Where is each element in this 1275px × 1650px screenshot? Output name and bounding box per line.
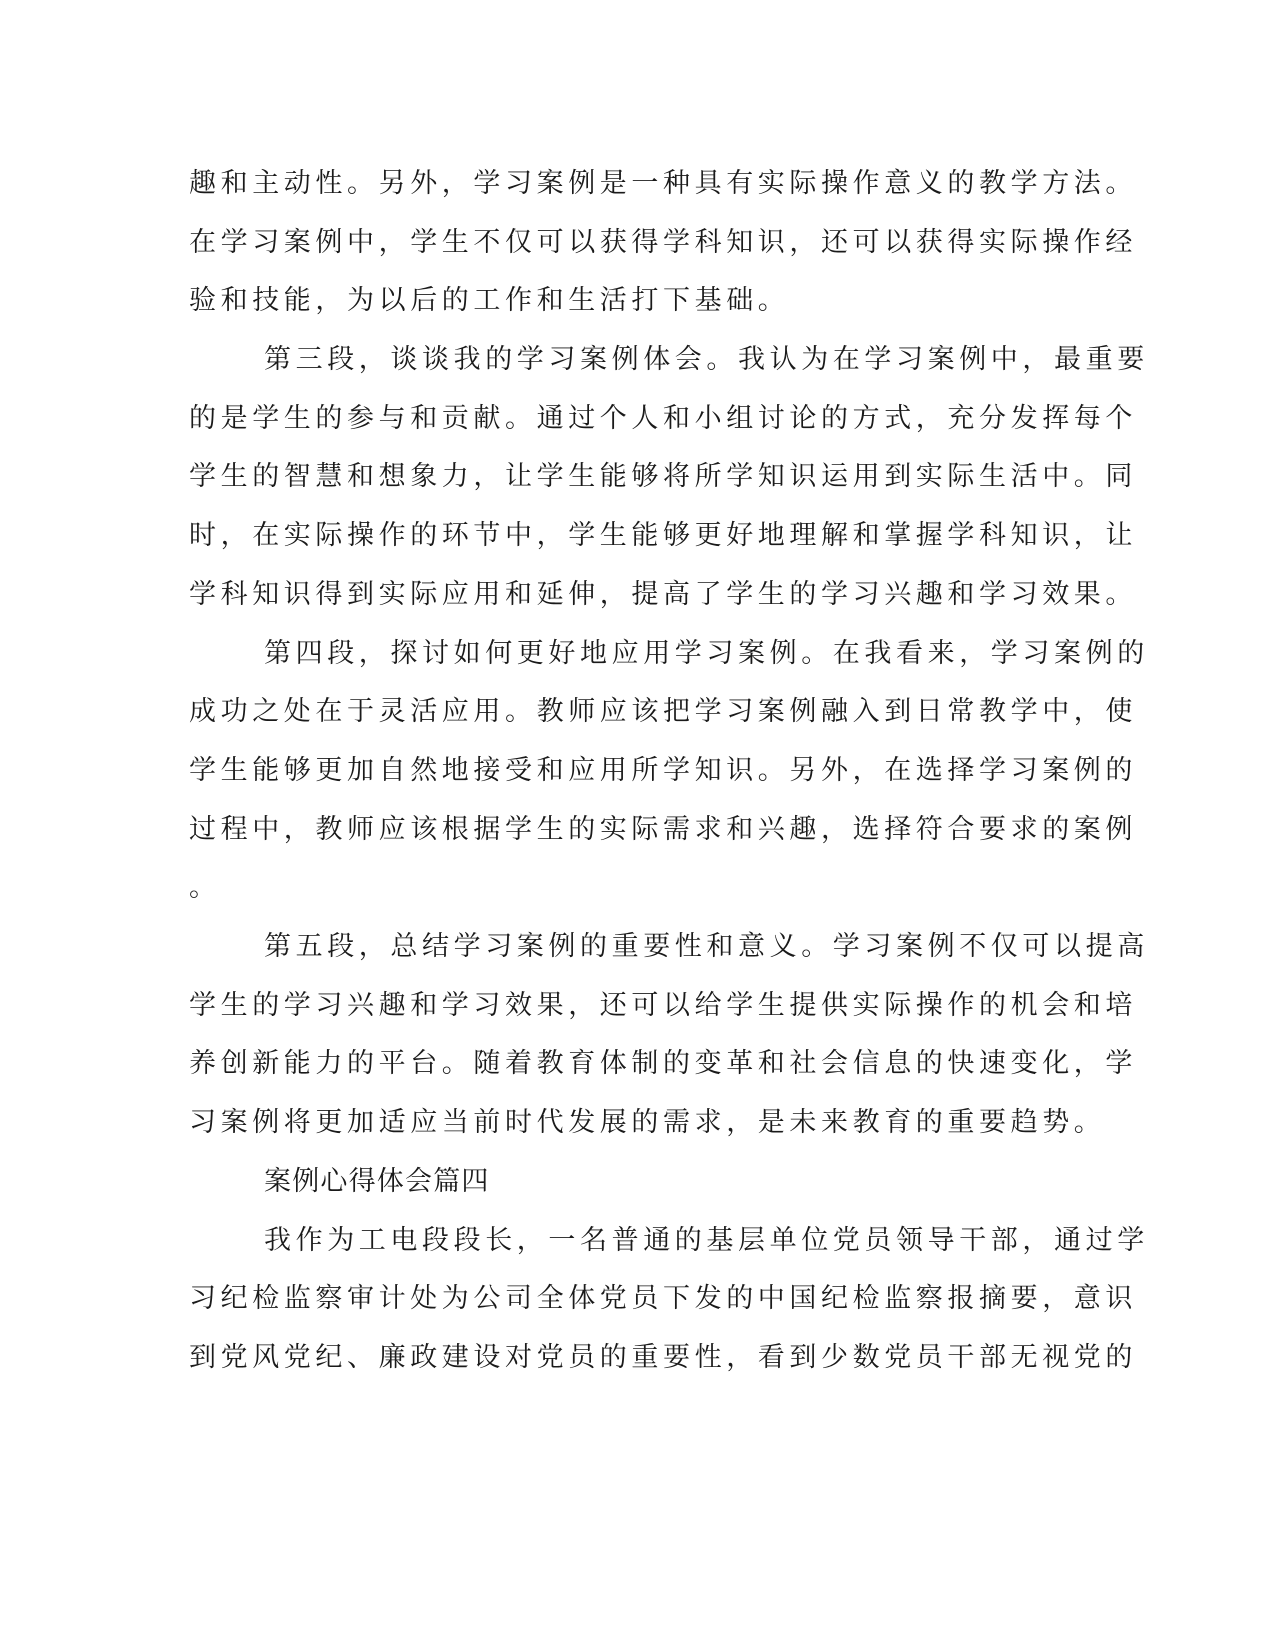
section-heading: 案例心得体会篇四 xyxy=(264,1166,490,1197)
text-line: 验和技能，为以后的工作和生活打下基础。 xyxy=(189,285,790,316)
paragraph-start-line: 第五段，总结学习案例的重要性和意义。学习案例不仅可以提高 xyxy=(264,931,1149,962)
paragraph-start-line: 我作为工电段段长，一名普通的基层单位党员领导干部，通过学 xyxy=(264,1225,1149,1256)
text-line: 习案例将更加适应当前时代发展的需求，是未来教育的重要趋势。 xyxy=(189,1107,1106,1138)
text-line: 学生能够更加自然地接受和应用所学知识。另外，在选择学习案例的 xyxy=(189,755,1137,786)
text-line: 时，在实际操作的环节中，学生能够更好地理解和掌握学科知识，让 xyxy=(189,520,1137,551)
text-line: 到党风党纪、廉政建设对党员的重要性，看到少数党员干部无视党的 xyxy=(189,1342,1137,1373)
text-line: 学科知识得到实际应用和延伸，提高了学生的学习兴趣和学习效果。 xyxy=(189,579,1137,610)
text-line: 习纪检监察审计处为公司全体党员下发的中国纪检监察报摘要，意识 xyxy=(189,1283,1137,1314)
text-line: 在学习案例中，学生不仅可以获得学科知识，还可以获得实际操作经 xyxy=(189,227,1137,258)
text-line: 趣和主动性。另外，学习案例是一种具有实际操作意义的教学方法。 xyxy=(189,168,1137,199)
text-line: 。 xyxy=(189,872,221,903)
paragraph-start-line: 第三段，谈谈我的学习案例体会。我认为在学习案例中，最重要 xyxy=(264,344,1149,375)
text-line: 过程中，教师应该根据学生的实际需求和兴趣，选择符合要求的案例 xyxy=(189,814,1137,845)
text-line: 的是学生的参与和贡献。通过个人和小组讨论的方式，充分发挥每个 xyxy=(189,403,1137,434)
paragraph-start-line: 第四段，探讨如何更好地应用学习案例。在我看来，学习案例的 xyxy=(264,638,1149,669)
text-line: 成功之处在于灵活应用。教师应该把学习案例融入到日常教学中，使 xyxy=(189,696,1137,727)
text-line: 学生的学习兴趣和学习效果，还可以给学生提供实际操作的机会和培 xyxy=(189,990,1137,1021)
text-line: 学生的智慧和想象力，让学生能够将所学知识运用到实际生活中。同 xyxy=(189,461,1137,492)
text-line: 养创新能力的平台。随着教育体制的变革和社会信息的快速变化，学 xyxy=(189,1048,1137,1079)
